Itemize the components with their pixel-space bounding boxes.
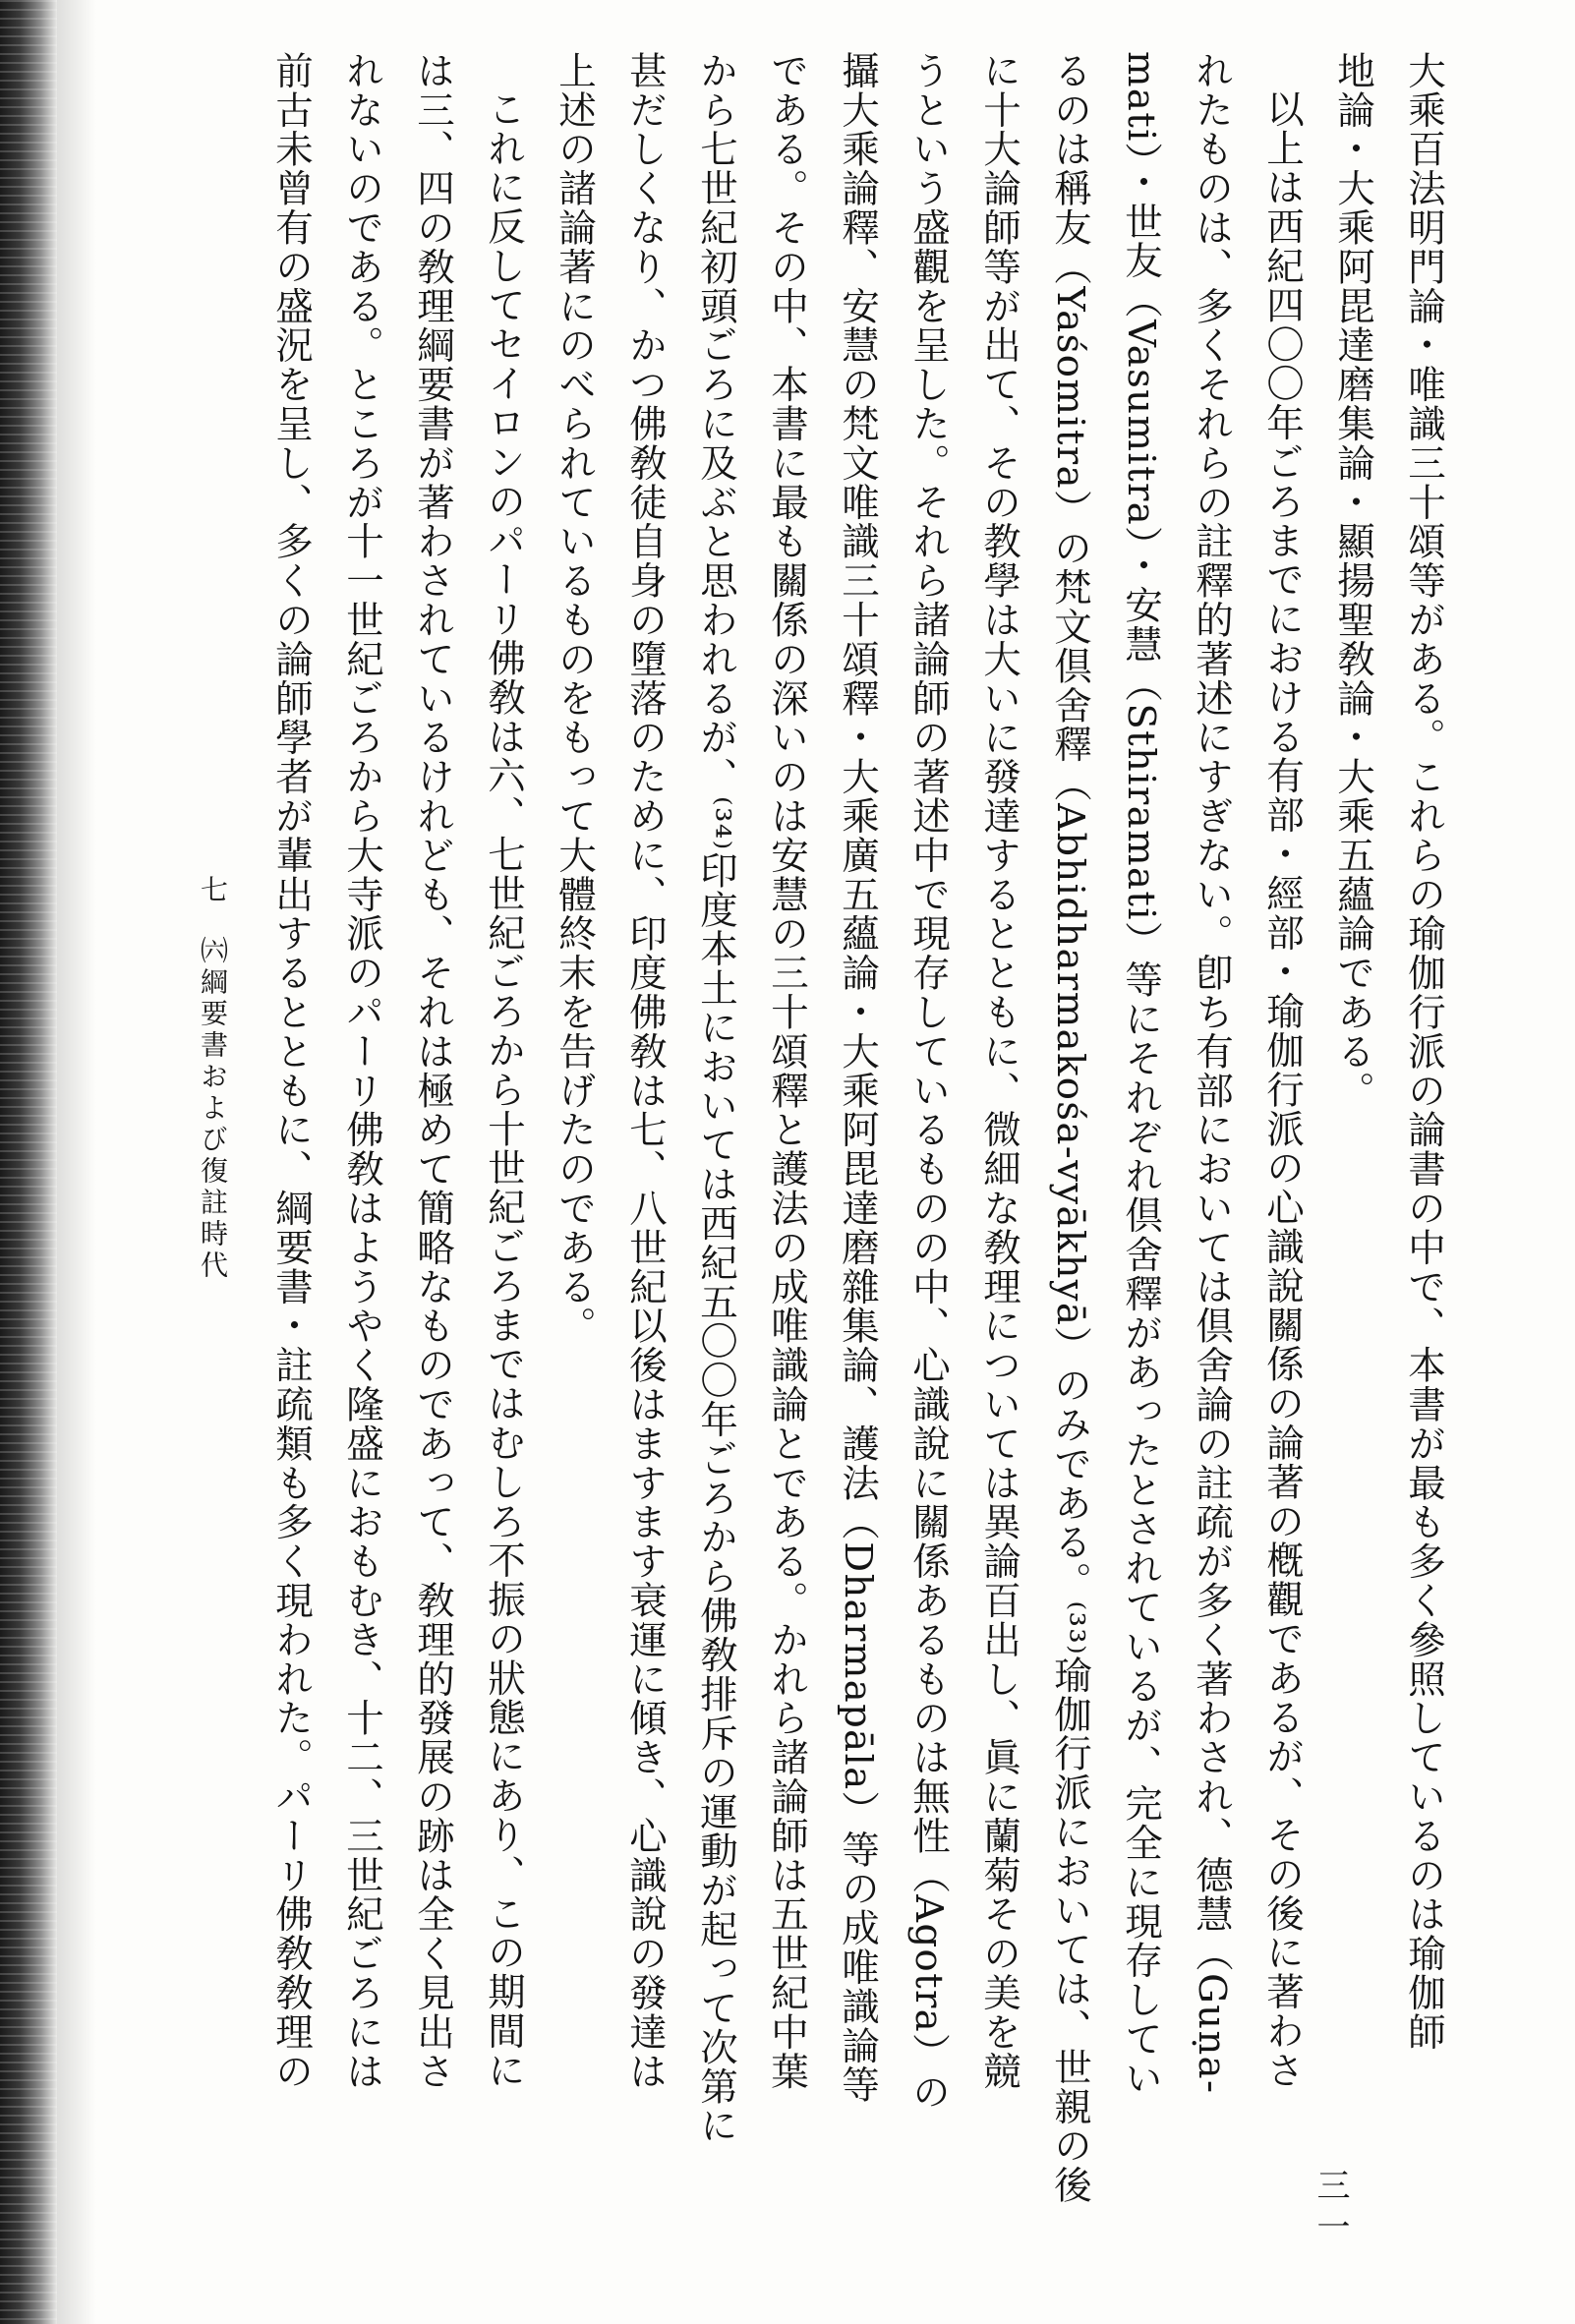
binding-edge <box>0 0 57 2324</box>
text-line: 攝大乘論釋、安慧の梵文唯識三十頌釋・大乘廣五蘊論・大乘阿毘達磨雜集論、護法（Dharmapāla）等の成唯識論等 <box>836 51 880 2105</box>
binding-shadow <box>57 0 96 2324</box>
text-line: mati）・世友（Vasumitra）・安慧（Sthiramati）等にそれぞれ倶舍釋があったとされているが、完全に現存してい <box>1119 51 1163 2098</box>
body-text <box>256 51 1459 2205</box>
text-line: うという盛觀を呈した。それら諸論師の著述中で現存しているものの中、心識說に關係あるものは無性（Agotra）の <box>906 51 951 2112</box>
text-line: に十大論師等が出て、その教學は大いに發達するとともに、微細な敎理については異論百出し、眞に蘭菊その美を競 <box>977 51 1021 2091</box>
running-header <box>193 875 232 1282</box>
page-number: 三一 <box>1311 2168 1350 2250</box>
text-line: から七世紀初頭ごろに及ぶと思われるが、⁽³⁴⁾印度本土においては西紀五〇〇年ごろから佛敎排斥の運動が起って次第に <box>694 51 738 2146</box>
running-header-section: ㈥綱要書および復註時代 <box>197 936 229 1282</box>
paragraph <box>1317 51 1459 2057</box>
text-line: れないのである。ところが十一世紀ごろから大寺派のパーリ佛敎はようやく隆盛におもむき、十二、三世紀ごろには <box>340 51 384 2091</box>
text-line: は三、四の敎理綱要書が著わされているけれども、それは極めて簡略なものであって、敎理的發展の跡は全く見出さ <box>411 51 455 2091</box>
paragraph <box>539 51 1317 2205</box>
text-line: 上述の諸論著にのべられているものをもって大體終末を告げたのである。 <box>553 51 597 1346</box>
text-line: 甚だしくなり、かつ佛敎徒自身の墮落のために、印度佛敎は七、八世紀以後はますます衰運に傾き、心識說の發達は <box>623 51 668 2091</box>
paragraph <box>256 51 539 2091</box>
text-line: 地論・大乘阿毘達磨集論・顯揚聖敎論・大乘五蘊論である。 <box>1331 51 1375 1111</box>
text-line: 以上は西紀四〇〇年ごろまでにおける有部・經部・瑜伽行派の心識說關係の論著の槪觀であるが、その後に著わさ <box>1260 88 1305 2090</box>
text-line: である。その中、本書に最も關係の深いのは安慧の三十頌釋と護法の成唯識論とである。かれら諸論師は五世紀中葉 <box>765 51 809 2091</box>
text-line: 前古未曾有の盛況を呈し、多くの論師學者が輩出するとともに、綱要書・註疏類も多く現われた。パーリ佛敎敎理の <box>269 51 314 2091</box>
text-line: れたものは、多くそれらの註釋的著述にすぎない。卽ち有部においては倶舍論の註疏が多く著わされ、德慧（Guṇa- <box>1190 51 1234 2095</box>
running-header-chapter: 七 <box>197 875 229 906</box>
text-line: るのは稱友（Yaśomitra）の梵文倶舍釋（Abhidharmakośa-vyākhyā）のみである。⁽³³⁾瑜伽行派においては、世親の後 <box>1048 51 1092 2205</box>
text-line: これに反してセイロンのパーリ佛敎は六、七世紀ごろから十世紀ごろまではむしろ不振の狀態にあり、この期間に <box>482 88 526 2090</box>
text-line: 大乘百法明門論・唯識三十頌等がある。これらの瑜伽行派の論書の中で、本書が最も多く參照しているのは瑜伽師 <box>1402 51 1446 2052</box>
